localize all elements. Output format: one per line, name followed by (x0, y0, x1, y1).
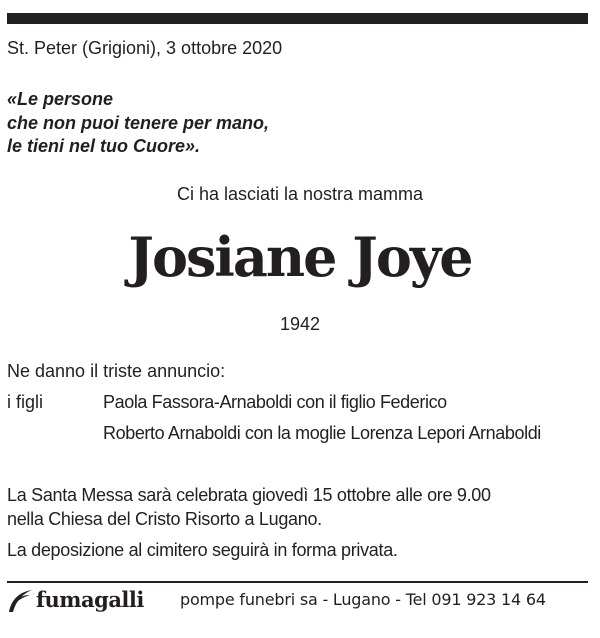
burial-notice: La deposizione al cimitero seguirà in forma privata. (7, 540, 398, 560)
quote (7, 88, 269, 159)
quote-line: «Le persone (7, 89, 114, 109)
family-member: Roberto Arnaboldi con la moglie Lorenza Lepori Arnaboldi (103, 423, 541, 443)
brand-name: fumagalli (36, 587, 144, 612)
funeral-home-info: pompe funebri sa - Lugano - Tel 091 923 14 64 (180, 590, 546, 609)
birth-year: 1942 (279, 314, 321, 334)
deceased-name: Josiane Joye (128, 225, 472, 289)
funeral-home-logo (7, 587, 144, 613)
fumagalli-swoosh-icon (7, 587, 33, 613)
quote-line: che non puoi tenere per mano, (7, 112, 270, 133)
mass-notice (7, 484, 491, 531)
family-member: Paola Fassora-Arnaboldi con il figlio Federico (103, 392, 447, 412)
announcement-heading: Ne danno il triste annuncio: (7, 361, 226, 381)
intro-text: Ci ha lasciati la nostra mamma (176, 184, 424, 204)
relation-label: i figli (7, 392, 44, 412)
quote-line: le tieni nel tuo Cuore». (7, 136, 201, 156)
bottom-rule (7, 581, 588, 583)
place-date: St. Peter (Grigioni), 3 ottobre 2020 (7, 38, 283, 58)
mass-line: nella Chiesa del Cristo Risorto a Lugano. (7, 508, 322, 529)
top-rule (7, 13, 588, 24)
mass-line: La Santa Messa sarà celebrata giovedì 15 ottobre alle ore 9.00 (7, 485, 491, 505)
